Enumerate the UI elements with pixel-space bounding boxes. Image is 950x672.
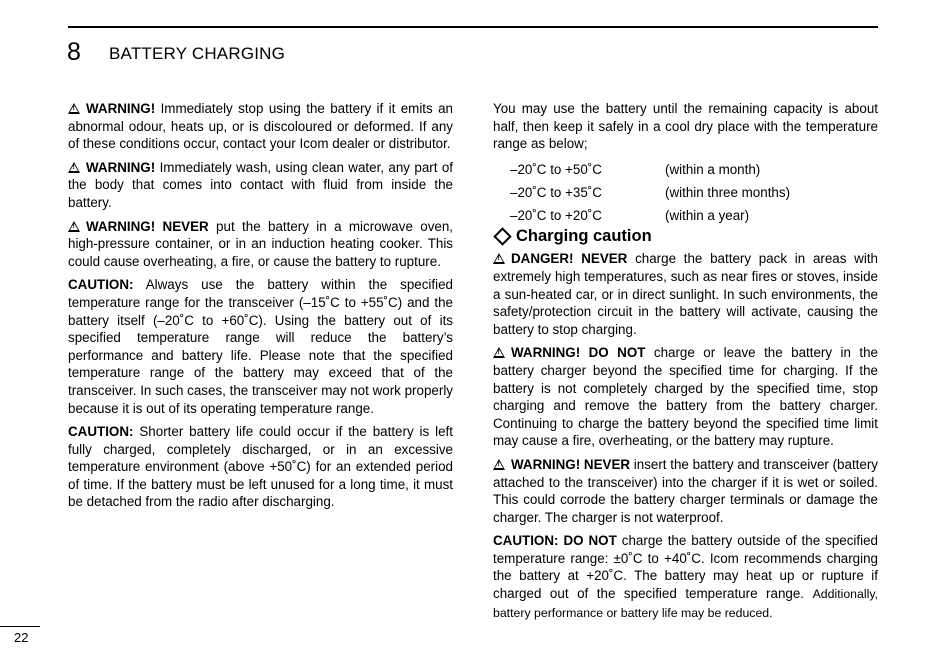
warning-icon [68,221,80,232]
header-rule [68,26,878,28]
chapter-number: 8 [67,38,81,66]
diamond-icon [493,227,511,245]
section-heading: Charging caution [493,228,878,246]
storage-temperature-table [510,159,878,228]
storage-row: –20˚C to +50˚C (within a month) [510,162,761,178]
footer-rule [0,626,40,627]
warning-paragraph: !WARNING! Immediately wash, using clean water, any part of the body that comes into contact with fluid from inside the battery. [68,159,453,212]
caution-paragraph: CAUTION: DO NOT charge the battery outside of the specified temperature range: ±0˚C to +40˚C. Icom recommends charging the battery at +20˚C. The battery may heat up or rupture if charged out of the specified temperature range. Additionally, battery performance or battery life may be reduced. [493,533,878,620]
storage-intro: You may use the battery until the remaining capacity is about half, then keep it safely in a cool dry place with the temperature range as below; [493,101,878,152]
left-column [68,100,453,517]
warning-paragraph: !WARNING! NEVER insert the battery and transceiver (battery attached to the transceiver) into the charger if it is wet or soiled. This could corrode the battery charger terminals or damage the charger. The charger is not waterproof. [493,456,878,526]
warning-paragraph: !WARNING! Immediately stop using the battery if it emits an abnormal odour, heats up, or is discoloured or deformed. If any of these conditions occur, contact your Icom dealer or distributor. [68,100,453,153]
warning-icon [68,103,80,114]
chapter-title: BATTERY CHARGING [109,44,286,63]
danger-paragraph: !DANGER! NEVER charge the battery pack in areas with extremely high temperatures, such as near fires or stoves, inside a sun-heated car, or in direct sunlight. In such environments, the safety/protection circuit in the battery will activate, causing the battery to stop charging. [493,250,878,338]
warning-icon [493,347,505,358]
warning-paragraph: !WARNING! DO NOT charge or leave the battery in the battery charger beyond the specified time for charging. If the battery is not completely charged by the specified time, stop charging and remove the battery from the battery charger. Continuing to charge the battery beyond the specified time limit may cause a fire, overheating, or the battery may rupture. [493,344,878,450]
storage-row: –20˚C to +35˚C (within three months) [510,185,791,201]
storage-row: –20˚C to +20˚C (within a year) [510,208,750,224]
caution-paragraph: CAUTION: Always use the battery within the specified temperature range for the transceiver (–15˚C to +55˚C) and the battery itself (–20˚C to +60˚C). Using the battery out of its specified temperature range will reduce the battery’s performance and battery life. Please note that the specified temperature range of the battery may exceed that of the transceiver. In such cases, the transceiver may not work properly because it is out of its operating temperature range. [68,277,453,416]
warning-icon [68,162,80,173]
page-number: 22 [14,630,29,645]
right-column [493,100,878,628]
warning-icon [493,459,505,470]
caution-paragraph: CAUTION: Shorter battery life could occur if the battery is left fully charged, completely discharged, or in an excessive temperature environment (above +50˚C) for an extended period of time. If the battery must be left unused for a long time, it must be detached from the radio after discharging. [68,424,453,510]
warning-paragraph: !WARNING! NEVER put the battery in a microwave oven, high-pressure container, or in an induction heating cooker. This could cause overheating, a fire, or cause the battery to rupture. [68,218,453,271]
warning-icon [493,253,505,264]
